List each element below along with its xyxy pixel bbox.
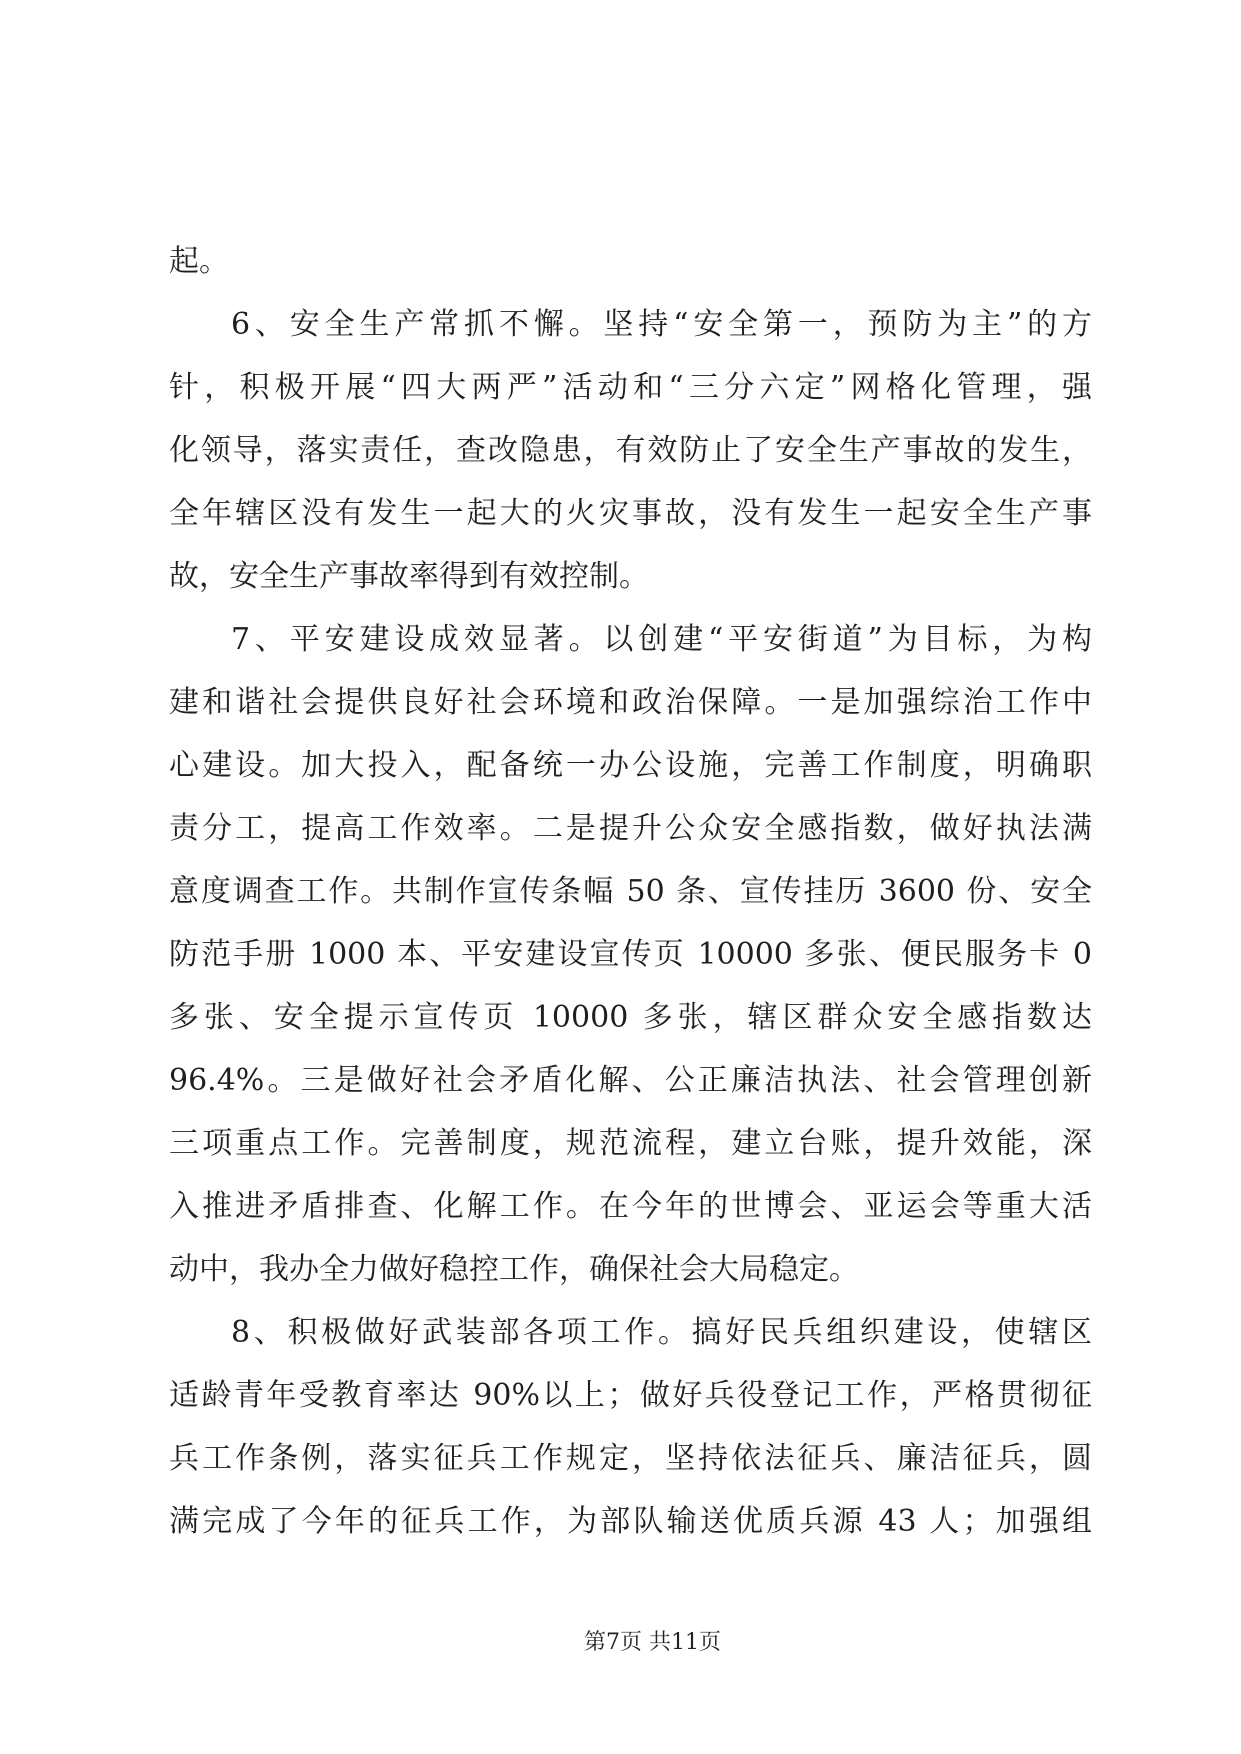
body-line: 意度调查工作。共制作宣传条幅 50 条、宣传挂历 3600 份、安全	[169, 874, 1092, 909]
body-line: 起。	[169, 244, 229, 279]
body-line: 建和谐社会提供良好社会环境和政治保障。一是加强综治工作中	[169, 685, 1092, 720]
body-line: 心建设。加大投入，配备统一办公设施，完善工作制度，明确职	[169, 748, 1092, 783]
body-line: 入推进矛盾排查、化解工作。在今年的世博会、亚运会等重大活	[169, 1189, 1092, 1224]
body-line: 故，安全生产事故率得到有效控制。	[169, 559, 649, 594]
paragraph	[169, 608, 1092, 1301]
body-line: 96.4%。三是做好社会矛盾化解、公正廉洁执法、社会管理创新	[169, 1063, 1092, 1098]
page-footer	[0, 1628, 1241, 1658]
body-line: 针，积极开展“四大两严”活动和“三分六定”网格化管理，强	[169, 370, 1092, 405]
paragraph	[169, 293, 1092, 608]
body-line: 责分工，提高工作效率。二是提升公众安全感指数，做好执法满	[169, 811, 1092, 846]
paragraph	[169, 1301, 1092, 1553]
body-line: 全年辖区没有发生一起大的火灾事故，没有发生一起安全生产事	[169, 496, 1092, 531]
paragraph	[169, 230, 1092, 293]
body-line: 6、安全生产常抓不懈。坚持“安全第一，预防为主”的方	[231, 307, 1092, 342]
body-line: 8、积极做好武装部各项工作。搞好民兵组织建设，使辖区	[231, 1315, 1092, 1350]
body-line: 化领导，落实责任，查改隐患，有效防止了安全生产事故的发生，	[169, 433, 1092, 468]
body-line: 适龄青年受教育率达 90%以上；做好兵役登记工作，严格贯彻征	[169, 1378, 1092, 1413]
body-line: 防范手册 1000 本、平安建设宣传页 10000 多张、便民服务卡 0	[169, 937, 1092, 972]
body-line: 多张、安全提示宣传页 10000 多张，辖区群众安全感指数达	[169, 1000, 1092, 1035]
body-line: 兵工作条例，落实征兵工作规定，坚持依法征兵、廉洁征兵，圆	[169, 1441, 1092, 1476]
page-number-label: 第7页 共11页	[584, 1630, 721, 1655]
body-line: 动中，我办全力做好稳控工作，确保社会大局稳定。	[169, 1252, 859, 1287]
body-text	[169, 230, 1092, 1553]
body-line: 7、平安建设成效显著。以创建“平安街道”为目标，为构	[231, 622, 1092, 657]
body-line: 三项重点工作。完善制度，规范流程，建立台账，提升效能，深	[169, 1126, 1092, 1161]
body-line: 满完成了今年的征兵工作，为部队输送优质兵源 43 人；加强组	[169, 1504, 1092, 1539]
